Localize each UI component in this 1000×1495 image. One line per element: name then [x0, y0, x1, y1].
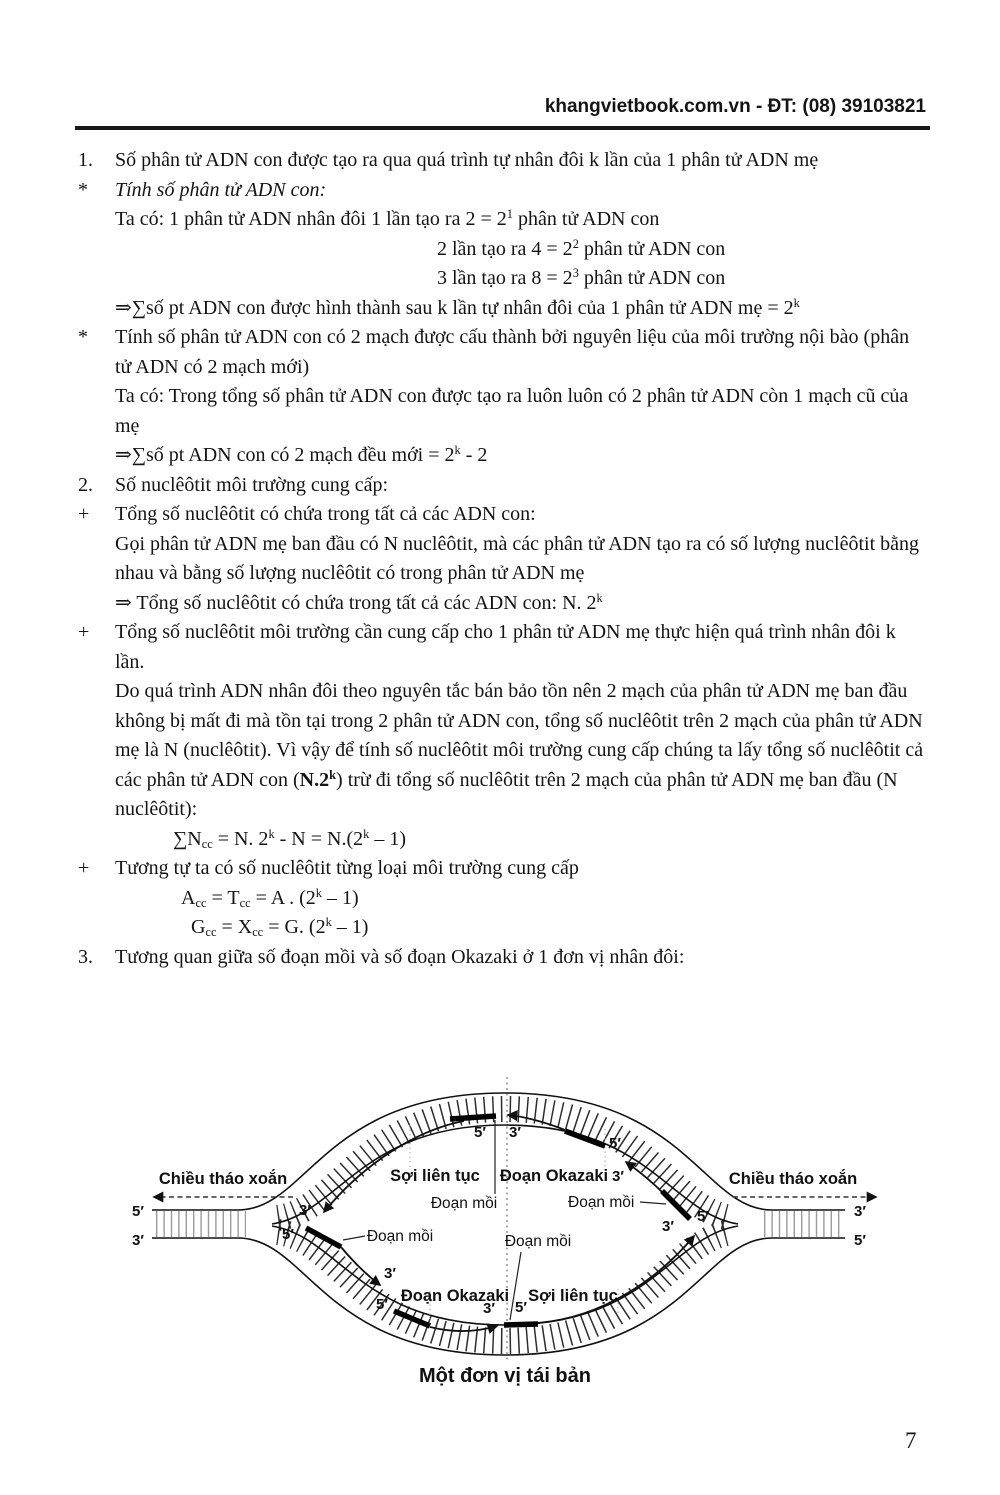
- block-18-formula-acc: [78, 884, 926, 914]
- top-okazaki2-3-prime: 3′: [612, 1168, 624, 1185]
- block-03: [78, 205, 926, 235]
- block-19-formula-gcc: [78, 913, 926, 943]
- block-text: Gọi phân tử ADN mẹ ban đầu có N nuclêôtit, mà các phân tử ADN tạo ra có số lượng nuclêôtit bằng nhau và bằng số lượng nuclêôtit có trong phân tử ADN mẹ: [115, 532, 920, 584]
- main-text-column: [78, 146, 926, 972]
- list-marker: [78, 205, 115, 235]
- list-marker: +: [78, 503, 90, 525]
- block-text: Số nuclêôtit môi trường cung cấp:: [115, 473, 389, 496]
- top-okazaki1-5-prime: 5′: [609, 1135, 621, 1152]
- list-marker: +: [78, 621, 90, 643]
- top-okazaki-label: Đoạn Okazaki: [499, 1167, 609, 1185]
- block-text: 3 lần tạo ra $8 = 2^3$ phân tử ADN con: [437, 266, 726, 289]
- primer-label-left: Đoạn mồi: [366, 1228, 434, 1245]
- list-marker: 1.: [78, 149, 93, 171]
- page-number: 7: [905, 1428, 917, 1453]
- list-marker: [78, 264, 115, 294]
- bottom-okazaki1-5-prime: 5′: [282, 1226, 294, 1243]
- primer-top-center: [450, 1116, 496, 1119]
- block-text: Ta có: 1 phân tử ADN nhân đôi 1 lần tạo ra $2 = 2^1$ phân tử ADN con: [115, 207, 660, 230]
- top-leading-3-prime: 3′: [299, 1202, 311, 1219]
- bottom-center-5-prime: 5′: [515, 1299, 527, 1316]
- top-okazaki2-5-prime: 5′: [697, 1208, 709, 1225]
- list-marker: [78, 884, 115, 914]
- block-text: Tổng số nuclêôtit có chứa trong tất cả các ADN con:: [115, 503, 536, 525]
- bottom-continuous-strand-label: Sợi liên tục: [528, 1287, 618, 1305]
- list-marker: [78, 530, 115, 589]
- primer-label-bottom-center: Đoạn mồi: [504, 1233, 572, 1250]
- block-11: [78, 500, 926, 530]
- block-text: Tổng số nuclêôtit môi trường cần cung cấp cho 1 phân tử ADN mẹ thực hiện quá trình nhân đôi k lần.: [115, 621, 896, 673]
- block-16-formula-ncc: [78, 825, 926, 855]
- bottom-center-3-prime: 3′: [483, 1300, 495, 1317]
- bottom-okazaki2-5-prime: 5′: [376, 1296, 388, 1313]
- primer-top-right-2: [662, 1191, 690, 1219]
- right-end-5-prime: 5′: [854, 1232, 866, 1249]
- list-marker: 3.: [78, 945, 93, 968]
- primer-label-top-center: Đoạn mồi: [430, 1195, 498, 1212]
- block-17: [78, 854, 926, 884]
- block-02: [78, 176, 926, 206]
- block-20: [78, 943, 926, 973]
- primer-label-right: Đoạn mồi: [568, 1194, 635, 1211]
- block-text: ⇒∑số pt ADN con được hình thành sau k lần tự nhân đôi của 1 phân tử ADN mẹ = $2^k$: [115, 295, 800, 319]
- block-06: [78, 294, 926, 324]
- primer-bottom-center: [504, 1324, 538, 1325]
- block-12: [78, 530, 926, 589]
- top-center-5-prime: 5′: [474, 1124, 486, 1141]
- upper-outer-strand: [152, 1093, 845, 1210]
- list-marker: [78, 913, 115, 943]
- left-end-5-prime: 5′: [132, 1203, 144, 1220]
- block-04: [78, 235, 926, 265]
- bottom-leading-3-prime: 3′: [662, 1218, 674, 1235]
- pointer-left-primer: [343, 1236, 365, 1240]
- pointer-right-primer: [640, 1202, 666, 1204]
- block-text: Tính số phân tử ADN con có 2 mạch được cấu thành bởi nguyên liệu của môi trường nội bào (phân tử ADN có 2 mạch mới): [115, 326, 910, 378]
- block-10: [78, 471, 926, 501]
- list-marker: *: [78, 178, 88, 201]
- header-divider: [75, 126, 930, 130]
- bottom-okazaki1-3-prime: 3′: [384, 1265, 396, 1282]
- formula-text: $\sum N_{cc} = N$. $2^k - N = N.(2^k - 1)$: [173, 826, 407, 851]
- bottom-okazaki-fragment-2: [430, 1326, 497, 1331]
- block-09: [78, 441, 926, 471]
- block-text: Ta có: Trong tổng số phân tử ADN con được tạo ra luôn luôn có 2 phân tử ADN còn 1 mạch cũ của mẹ: [115, 385, 909, 437]
- block-08: [78, 382, 926, 441]
- unwind-label-right: Chiều tháo xoắn: [728, 1170, 858, 1188]
- top-continuous-strand-label: Sợi liên tục: [390, 1167, 480, 1185]
- list-marker: [78, 589, 115, 619]
- block-14: [78, 618, 926, 677]
- block-13: [78, 589, 926, 619]
- list-marker: [78, 294, 115, 324]
- formula-text: $A_{cc} = T_{cc} = A$ . (2$^k$ – 1): [181, 885, 359, 910]
- block-text: Số phân tử ADN con được tạo ra qua quá trình tự nhân đôi k lần của 1 phân tử ADN mẹ: [115, 149, 819, 171]
- right-end-3-prime: 3′: [854, 1203, 866, 1220]
- block-05: [78, 264, 926, 294]
- page-header-website: khangvietbook.com.vn - ĐT: (08) 39103821: [544, 96, 926, 117]
- block-15: [78, 677, 926, 825]
- dna-replication-unit-diagram: [60, 1063, 940, 1395]
- bottom-okazaki-label: Đoạn Okazaki: [400, 1287, 510, 1305]
- unwind-label-left: Chiều tháo xoắn: [158, 1170, 288, 1188]
- list-marker: [78, 441, 115, 471]
- formula-text: $G_{cc} = X_{cc} = G$. (2$^k$ – 1): [191, 915, 369, 940]
- block-text: Tính số phân tử ADN con:: [115, 178, 327, 201]
- list-marker: [78, 677, 115, 825]
- block-text: Do quá trình ADN nhân đôi theo nguyên tắc bán bảo tồn nên 2 mạch của phân tử ADN mẹ ban đầu không bị mất đi mà tồn tại trong 2 phân tử ADN con, tổng số nuclêôtit trên 2 mạch của phân tử ADN mẹ là N (nuclêôtit). Vì vậy để tính số nuclêôtit môi trường cung cấp chúng ta lấy tổng số nuclêôtit cả các phân tử ADN con (N.2$^k$) trừ đi tổng số nuclêôtit trên 2 mạch của phân tử ADN mẹ ban đầu (N nuclêôtit):: [115, 680, 924, 820]
- list-marker: [78, 825, 115, 855]
- block-07: [78, 323, 926, 382]
- block-text: 2 lần tạo ra $4 = 2^2$ phân tử ADN con: [437, 236, 726, 260]
- block-text: ⇒∑số pt ADN con có 2 mạch đều mới = $2^k - 2$: [115, 443, 488, 466]
- list-marker: *: [78, 326, 88, 348]
- top-center-3-prime: 3′: [509, 1124, 521, 1141]
- list-marker: +: [78, 857, 90, 879]
- block-text: Tương tự ta có số nuclêôtit từng loại môi trường cung cấp: [115, 857, 579, 879]
- list-marker: 2.: [78, 473, 93, 496]
- block-text: ⇒ Tổng số nuclêôtit có chứa trong tất cả các ADN con: N. 2$^k$: [115, 590, 603, 614]
- block-01: [78, 146, 926, 176]
- block-text: Tương quan giữa số đoạn mồi và số đoạn Okazaki ở 1 đơn vị nhân đôi:: [115, 945, 685, 968]
- list-marker: [78, 382, 115, 441]
- diagram-caption: Một đơn vị tái bản: [419, 1365, 591, 1387]
- list-marker: [78, 235, 115, 265]
- left-end-3-prime: 3′: [132, 1232, 144, 1249]
